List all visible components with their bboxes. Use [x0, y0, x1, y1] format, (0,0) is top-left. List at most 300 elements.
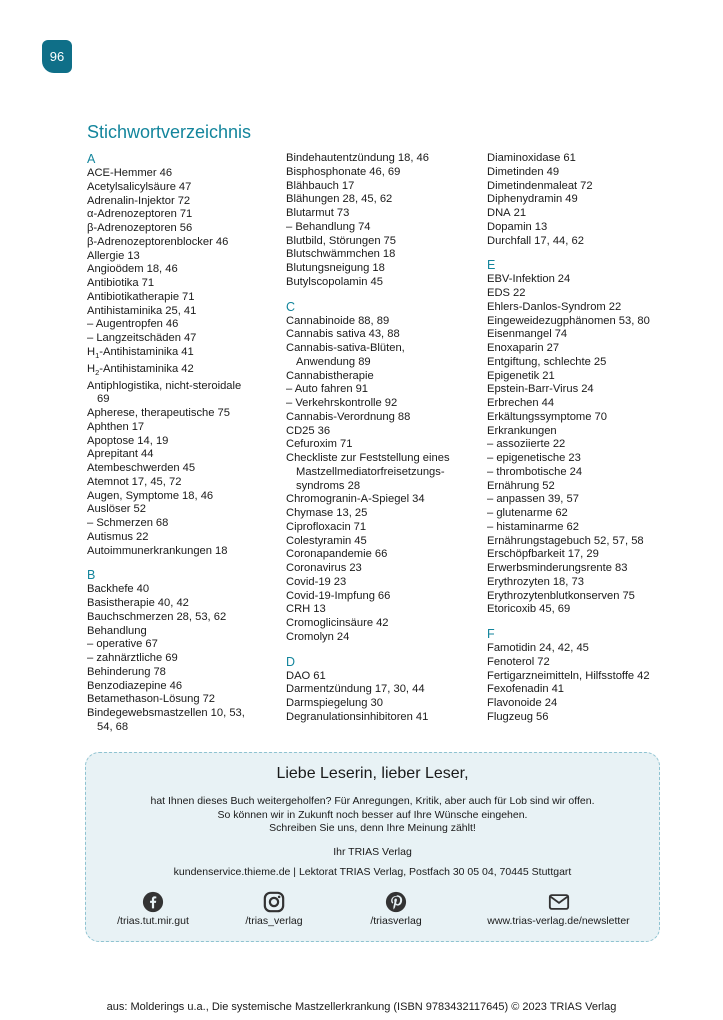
entry-term: Antibiotikatherapie	[87, 290, 180, 303]
entry-pages: 71	[179, 208, 193, 221]
entry-pages: 28, 45, 62	[342, 193, 393, 206]
index-entry	[286, 562, 476, 576]
entry-pages: 28, 53, 62	[176, 610, 227, 623]
social-label: /trias.tut.mir.gut	[117, 915, 189, 927]
entry-term: Cannabinoide	[286, 314, 356, 327]
index-entry	[87, 222, 277, 236]
page-number-badge: 96	[42, 40, 72, 73]
index-entry	[286, 276, 476, 290]
index-entry	[286, 193, 476, 207]
entry-term: Enoxaparin	[487, 342, 544, 354]
entry-pages: 88	[397, 410, 411, 423]
facebook-icon	[142, 891, 164, 913]
entry-term: Checkliste zur Feststellung eines	[286, 452, 450, 464]
index-entry	[487, 711, 687, 725]
entry-term: Eisenmangel	[487, 328, 552, 341]
index-entry	[487, 452, 687, 466]
entry-term: – assoziierte	[487, 438, 550, 451]
index-entry	[87, 707, 277, 735]
entry-pages: 41	[181, 345, 194, 358]
index-entry	[487, 466, 687, 480]
entry-pages: 75	[383, 234, 396, 247]
entry-continuation: 69	[97, 393, 110, 406]
index-entry	[286, 180, 476, 194]
entry-pages: 75	[217, 407, 230, 420]
entry-term: Aphthen	[87, 420, 129, 433]
entry-pages: 56	[536, 710, 549, 723]
entry-pages: 72	[580, 179, 593, 192]
index-entry	[286, 315, 476, 329]
index-entry	[286, 521, 476, 535]
entry-term: Durchfall	[487, 234, 532, 247]
entry-pages: 13	[313, 603, 326, 616]
index-entry	[487, 235, 687, 249]
entry-term: – zahnärztliche	[87, 652, 163, 665]
index-entry	[487, 356, 687, 370]
entry-term: Apoptose	[87, 434, 135, 447]
entry-term: Cannabis sativa	[286, 328, 366, 341]
index-entry	[87, 517, 277, 531]
section-letter: C	[286, 299, 296, 314]
entry-pages: 68	[155, 517, 169, 530]
index-entry	[487, 535, 687, 549]
entry-term: – anpassen	[487, 493, 545, 506]
index-entry	[87, 503, 277, 517]
index-entry	[487, 438, 687, 452]
entry-term: Antibiotika	[87, 277, 139, 289]
entry-term: Butylscopolamin	[286, 275, 368, 288]
entry-pages: 62	[555, 507, 568, 519]
entry-term: Cromolyn	[286, 630, 334, 643]
entry-term: Erythrozyten	[487, 575, 550, 588]
index-entry	[87, 545, 277, 559]
index-entry	[87, 263, 277, 277]
entry-pages: 22	[513, 287, 526, 299]
entry-term: Dimetinden	[487, 165, 544, 178]
index-entry	[87, 435, 277, 449]
entry-term: Aprepitant	[87, 448, 138, 461]
index-entry	[87, 291, 277, 305]
index-column-3	[487, 152, 687, 725]
index-entry	[487, 397, 687, 411]
entry-term: Chymase	[286, 507, 334, 519]
entry-term: Erwerbsminderungsrente	[487, 562, 612, 574]
entry-pages: 18, 46	[182, 489, 214, 502]
index-entry	[487, 273, 687, 287]
index-entry	[487, 507, 687, 521]
entry-pages: 21	[542, 369, 555, 382]
index-entry	[87, 236, 277, 250]
index-entry	[487, 697, 687, 711]
index-entry	[286, 235, 476, 249]
index-entry	[87, 652, 277, 666]
index-entry	[87, 625, 277, 639]
index-entry	[87, 597, 277, 611]
index-section	[487, 258, 687, 617]
index-entry	[487, 193, 687, 207]
entry-term: Ciprofloxacin	[286, 520, 351, 533]
index-entry	[487, 548, 687, 562]
entry-term: Degranulationsinhibitoren	[286, 710, 413, 723]
entry-pages: 41	[551, 683, 565, 696]
index-entry	[487, 342, 687, 356]
index-section	[87, 568, 277, 734]
notice-body	[86, 795, 659, 836]
entry-term: $H_2$-Antihistaminika	[87, 362, 179, 377]
entry-pages: 24	[544, 697, 558, 709]
index-entry	[286, 507, 476, 521]
index-entry	[487, 411, 687, 425]
entry-pages: 14, 19	[137, 434, 169, 447]
entry-term: Ehlers-Danlos-Syndrom	[487, 300, 606, 313]
entry-term: Bindegewebsmastzellen	[87, 707, 208, 720]
entry-continuation: 54, 68	[97, 720, 129, 733]
entry-term: Fertigarzneimitteln, Hilfsstoffe	[487, 669, 635, 682]
entry-pages: 66	[374, 548, 388, 561]
entry-term: Erschöpfbarkeit	[487, 548, 565, 561]
entry-term: Epigenetik	[487, 369, 540, 382]
index-entry	[286, 576, 476, 590]
entry-term: Autoimmunerkrankungen	[87, 544, 212, 557]
entry-pages: 53, 80	[618, 314, 650, 327]
entry-term: β-Adrenozeptoren	[87, 222, 177, 234]
entry-term: Cromoglicinsäure	[286, 617, 374, 629]
entry-term: Diaminoxidase	[487, 152, 561, 164]
index-entry	[87, 195, 277, 209]
entry-pages: 49	[546, 165, 560, 178]
entry-pages: 21	[513, 207, 527, 219]
entry-pages: 18, 46	[397, 152, 429, 164]
entry-term: Flavonoide	[487, 697, 542, 709]
index-entry	[487, 166, 687, 180]
entry-term: – histaminarme	[487, 520, 564, 533]
index-entry	[286, 438, 476, 452]
entry-pages: 70	[594, 410, 607, 423]
entry-pages: 45	[182, 462, 196, 475]
entry-term: Etoricoxib	[487, 603, 537, 616]
index-entry	[286, 383, 476, 397]
entry-pages: 46	[159, 167, 173, 179]
entry-term: – operative	[87, 638, 143, 651]
entry-pages: 23	[349, 562, 362, 574]
index-section	[286, 152, 476, 290]
index-entry	[487, 425, 687, 439]
entry-term: Darmspiegelung	[286, 697, 368, 709]
entry-term: Colestyramin	[286, 534, 352, 547]
social-label: /trias_verlag	[245, 915, 303, 927]
entry-term: Cannabistherapie	[286, 369, 374, 382]
entry-pages: 24	[336, 630, 350, 643]
entry-term: Ernährung	[487, 479, 540, 492]
index-entry	[286, 493, 476, 507]
entry-term: Betamethason-Lösung	[87, 693, 200, 706]
entry-pages: 44	[541, 397, 555, 409]
entry-pages: 22	[608, 300, 622, 313]
entry-pages: 18	[372, 262, 385, 274]
index-entry	[286, 683, 476, 697]
entry-term: – Behandlung	[286, 220, 356, 233]
index-section	[286, 300, 476, 645]
entry-term: Covid-19-Impfung	[286, 589, 375, 602]
index-section	[487, 152, 687, 248]
index-entry	[487, 152, 687, 166]
index-entry	[286, 411, 476, 425]
entry-term: Darmentzündung	[286, 683, 372, 696]
index-entry	[487, 603, 687, 617]
index-entry	[487, 287, 687, 301]
notice-contact[interactable]: kundenservice.thieme.de | Lektorat TRIAS Verlag, Postfach 30 05 04, 70445 Stuttgart	[173, 866, 572, 878]
entry-term: DNA	[487, 207, 511, 219]
entry-pages: 22	[552, 438, 566, 451]
entry-term: Backhefe	[87, 583, 134, 596]
index-entry	[286, 535, 476, 549]
index-entry	[87, 208, 277, 222]
entry-pages: 17, 45, 72	[131, 475, 182, 488]
entry-pages: 24	[569, 465, 583, 478]
index-entry	[87, 181, 277, 195]
entry-term: Adrenalin-Injektor	[87, 194, 175, 207]
entry-pages: 52, 57, 58	[593, 534, 644, 547]
entry-term: CRH	[286, 603, 311, 616]
index-entry	[87, 363, 277, 380]
entry-term: – glutenarme	[487, 507, 553, 519]
entry-term: Erbrechen	[487, 397, 539, 409]
index-entry	[487, 642, 687, 656]
instagram-icon	[263, 891, 285, 913]
entry-pages: 46	[169, 679, 183, 692]
index-entry	[487, 383, 687, 397]
newsletter-link[interactable]	[471, 891, 646, 927]
pinterest-icon	[385, 891, 407, 913]
entry-pages: 75	[622, 589, 635, 602]
entry-pages: 45	[370, 275, 383, 288]
index-entry	[286, 262, 476, 276]
entry-term: Erythrozytenblutkonserven	[487, 589, 620, 602]
entry-pages: 49	[565, 193, 578, 206]
entry-term: Epstein-Barr-Virus	[487, 383, 579, 396]
entry-term: – Schmerzen	[87, 517, 153, 530]
index-entry	[87, 407, 277, 421]
entry-term: – Augentropfen	[87, 318, 163, 331]
entry-pages: 61	[563, 152, 576, 164]
entry-term: Auslöser	[87, 503, 131, 516]
index-entry	[286, 248, 476, 262]
index-entry	[286, 207, 476, 221]
entry-pages: 72	[177, 194, 191, 207]
entry-pages: 72	[537, 655, 550, 668]
entry-term: α-Adrenozeptoren	[87, 208, 177, 221]
index-entry	[487, 370, 687, 384]
social-label: www.trias-verlag.de/newsletter	[487, 915, 630, 927]
entry-term: Bisphosphonate	[286, 165, 367, 178]
entry-pages: 47	[178, 180, 192, 193]
index-entry	[286, 590, 476, 604]
index-entry	[487, 328, 687, 342]
entry-term: Benzodiazepine	[87, 679, 167, 692]
index-entry	[87, 421, 277, 435]
entry-pages: 17, 44, 62	[534, 234, 584, 247]
source-footer: aus: Molderings u.a., Die systemische Mastzellerkrankung (ISBN 9783432117645) © 2023 TRIAS Verlag	[106, 1001, 617, 1013]
entry-pages: 56	[179, 222, 193, 234]
entry-term: Chromogranin-A-Spiegel	[286, 493, 410, 506]
entry-term: Covid-19	[286, 575, 331, 588]
entry-pages: 61	[313, 669, 326, 682]
entry-term: Blutarmut	[286, 207, 334, 219]
social-instagram[interactable]	[234, 891, 314, 927]
index-entry	[487, 590, 687, 604]
index-column-1	[87, 152, 277, 735]
entry-term: EBV-Infektion	[487, 273, 555, 286]
index-entry	[286, 397, 476, 411]
entry-term: Ernährungstagebuch	[487, 534, 591, 547]
entry-pages: 74	[554, 328, 568, 341]
entry-term: Augen, Symptome	[87, 489, 180, 502]
index-entry	[87, 277, 277, 291]
index-entry	[87, 167, 277, 181]
entry-pages: 18, 46	[146, 263, 178, 276]
entry-pages: 88, 89	[358, 314, 390, 327]
entry-term: Basistherapie	[87, 597, 155, 610]
entry-pages: 25, 41	[165, 304, 197, 317]
entry-pages: 30	[370, 697, 383, 709]
index-entry	[87, 638, 277, 652]
index-entry	[87, 380, 277, 408]
entry-pages: 43, 88	[368, 328, 400, 341]
entry-pages: 71	[141, 277, 155, 289]
entry-pages: 40, 42	[157, 597, 189, 610]
entry-term: Flugzeug	[487, 710, 534, 723]
entry-pages: 10, 53,	[210, 707, 245, 720]
entry-term: Famotidin	[487, 642, 537, 654]
entry-pages: 52	[133, 503, 146, 516]
index-entry	[286, 328, 476, 342]
entry-pages: 23	[333, 575, 347, 588]
entry-term: Blähungen	[286, 193, 340, 206]
entry-pages: 39, 57	[547, 493, 579, 506]
entry-pages: 72	[202, 693, 216, 706]
entry-term: DAO	[286, 669, 311, 682]
entry-pages: 78	[153, 665, 166, 678]
entry-pages: 73	[336, 207, 350, 219]
entry-term: Blutungsneigung	[286, 262, 370, 274]
notice-body-line: Schreiben Sie uns, denn Ihre Meinung zählt!	[269, 822, 476, 834]
entry-term: Dopamin	[487, 220, 532, 233]
mail-icon	[548, 891, 570, 913]
index-entry	[286, 370, 476, 384]
entry-term: Coronavirus	[286, 562, 347, 574]
entry-pages: 18, 73	[552, 575, 584, 588]
entry-term: Dimetindenmaleat	[487, 179, 578, 192]
index-section	[487, 627, 687, 725]
entry-pages: 13	[534, 220, 548, 233]
entry-term: Blutbild, Störungen	[286, 234, 381, 247]
index-entry	[286, 480, 476, 494]
index-entry	[87, 250, 277, 264]
index-entry	[286, 697, 476, 711]
index-entry	[286, 603, 476, 617]
entry-pages: 25	[593, 355, 607, 368]
index-entry	[87, 693, 277, 707]
entry-pages: 36	[317, 424, 331, 437]
entry-term: Fexofenadin	[487, 683, 549, 696]
entry-term: Cannabis-sativa-Blüten,	[286, 342, 405, 354]
entry-pages: 83	[615, 562, 628, 574]
index-entry	[487, 576, 687, 590]
entry-pages: 62	[566, 520, 579, 533]
index-section	[87, 152, 277, 558]
entry-pages: 46, 69	[369, 165, 401, 178]
entry-term: Bauchschmerzen	[87, 610, 174, 623]
index-entry	[487, 221, 687, 235]
entry-term: – Auto fahren	[286, 383, 353, 396]
section-letter: F	[487, 627, 495, 641]
section-letter: E	[487, 258, 496, 273]
entry-pages: 17, 30, 44	[374, 683, 425, 696]
entry-pages: 17	[131, 420, 145, 433]
index-entry	[87, 462, 277, 476]
index-entry	[487, 480, 687, 494]
entry-term: – epigenetische	[487, 452, 566, 464]
entry-term: – Verkehrskontrolle	[286, 397, 382, 409]
entry-continuation: syndroms 28	[296, 479, 361, 492]
entry-term: Erkrankungen	[487, 424, 557, 437]
entry-continuation: Mastzellmediatorfreisetzungs-	[296, 465, 445, 478]
entry-term: – Langzeitschäden	[87, 332, 181, 344]
index-entry	[286, 711, 476, 725]
index-entry	[286, 221, 476, 235]
entry-term: $H_1$-Antihistaminika	[87, 345, 179, 360]
entry-term: Acetylsalicylsäure	[87, 180, 176, 193]
entry-term: – thrombotische	[487, 465, 567, 478]
entry-term: EDS	[487, 287, 511, 299]
entry-pages: 52	[542, 479, 555, 492]
index-entry	[87, 583, 277, 597]
entry-term: Diphenydramin	[487, 193, 563, 206]
index-entry	[487, 301, 687, 315]
entry-term: Behinderung	[87, 665, 151, 678]
entry-term: CD25	[286, 424, 315, 437]
entry-pages: 44	[141, 448, 154, 461]
entry-pages: 91	[355, 383, 369, 396]
entry-pages: 13, 25	[336, 507, 368, 519]
entry-term: Antiphlogistika, nicht-steroidale	[87, 379, 242, 392]
entry-term: Bindehautentzündung	[286, 152, 395, 164]
entry-pages: 71	[339, 438, 353, 451]
entry-pages: 45	[354, 534, 367, 547]
entry-pages: 42	[637, 669, 650, 682]
entry-pages: 18	[215, 544, 228, 557]
index-entry	[487, 683, 687, 697]
index-entry	[487, 521, 687, 535]
entry-pages: 71	[182, 290, 195, 303]
index-entry	[286, 548, 476, 562]
section-letter: B	[87, 568, 96, 583]
social-facebook[interactable]	[108, 891, 198, 927]
social-pinterest[interactable]	[351, 891, 441, 927]
entry-pages: 23	[568, 452, 581, 464]
entry-term: Atembeschwerden	[87, 462, 180, 475]
entry-pages: 92	[384, 397, 398, 409]
index-entry	[487, 562, 687, 576]
entry-term: Coronapandemie	[286, 548, 372, 561]
notice-body-line: hat Ihnen dieses Buch weitergeholfen? Für Anregungen, Kritik, aber auch für Lob sind wir offen.	[150, 795, 595, 807]
entry-pages: 24	[557, 273, 571, 286]
entry-term: Entgiftung, schlechte	[487, 355, 591, 368]
social-label: /triasverlag	[370, 915, 422, 927]
entry-term: Fenoterol	[487, 655, 535, 668]
index-entry	[87, 305, 277, 319]
notice-body-line: So können wir in Zukunft noch besser auf Ihre Wünsche eingehen.	[217, 808, 528, 821]
